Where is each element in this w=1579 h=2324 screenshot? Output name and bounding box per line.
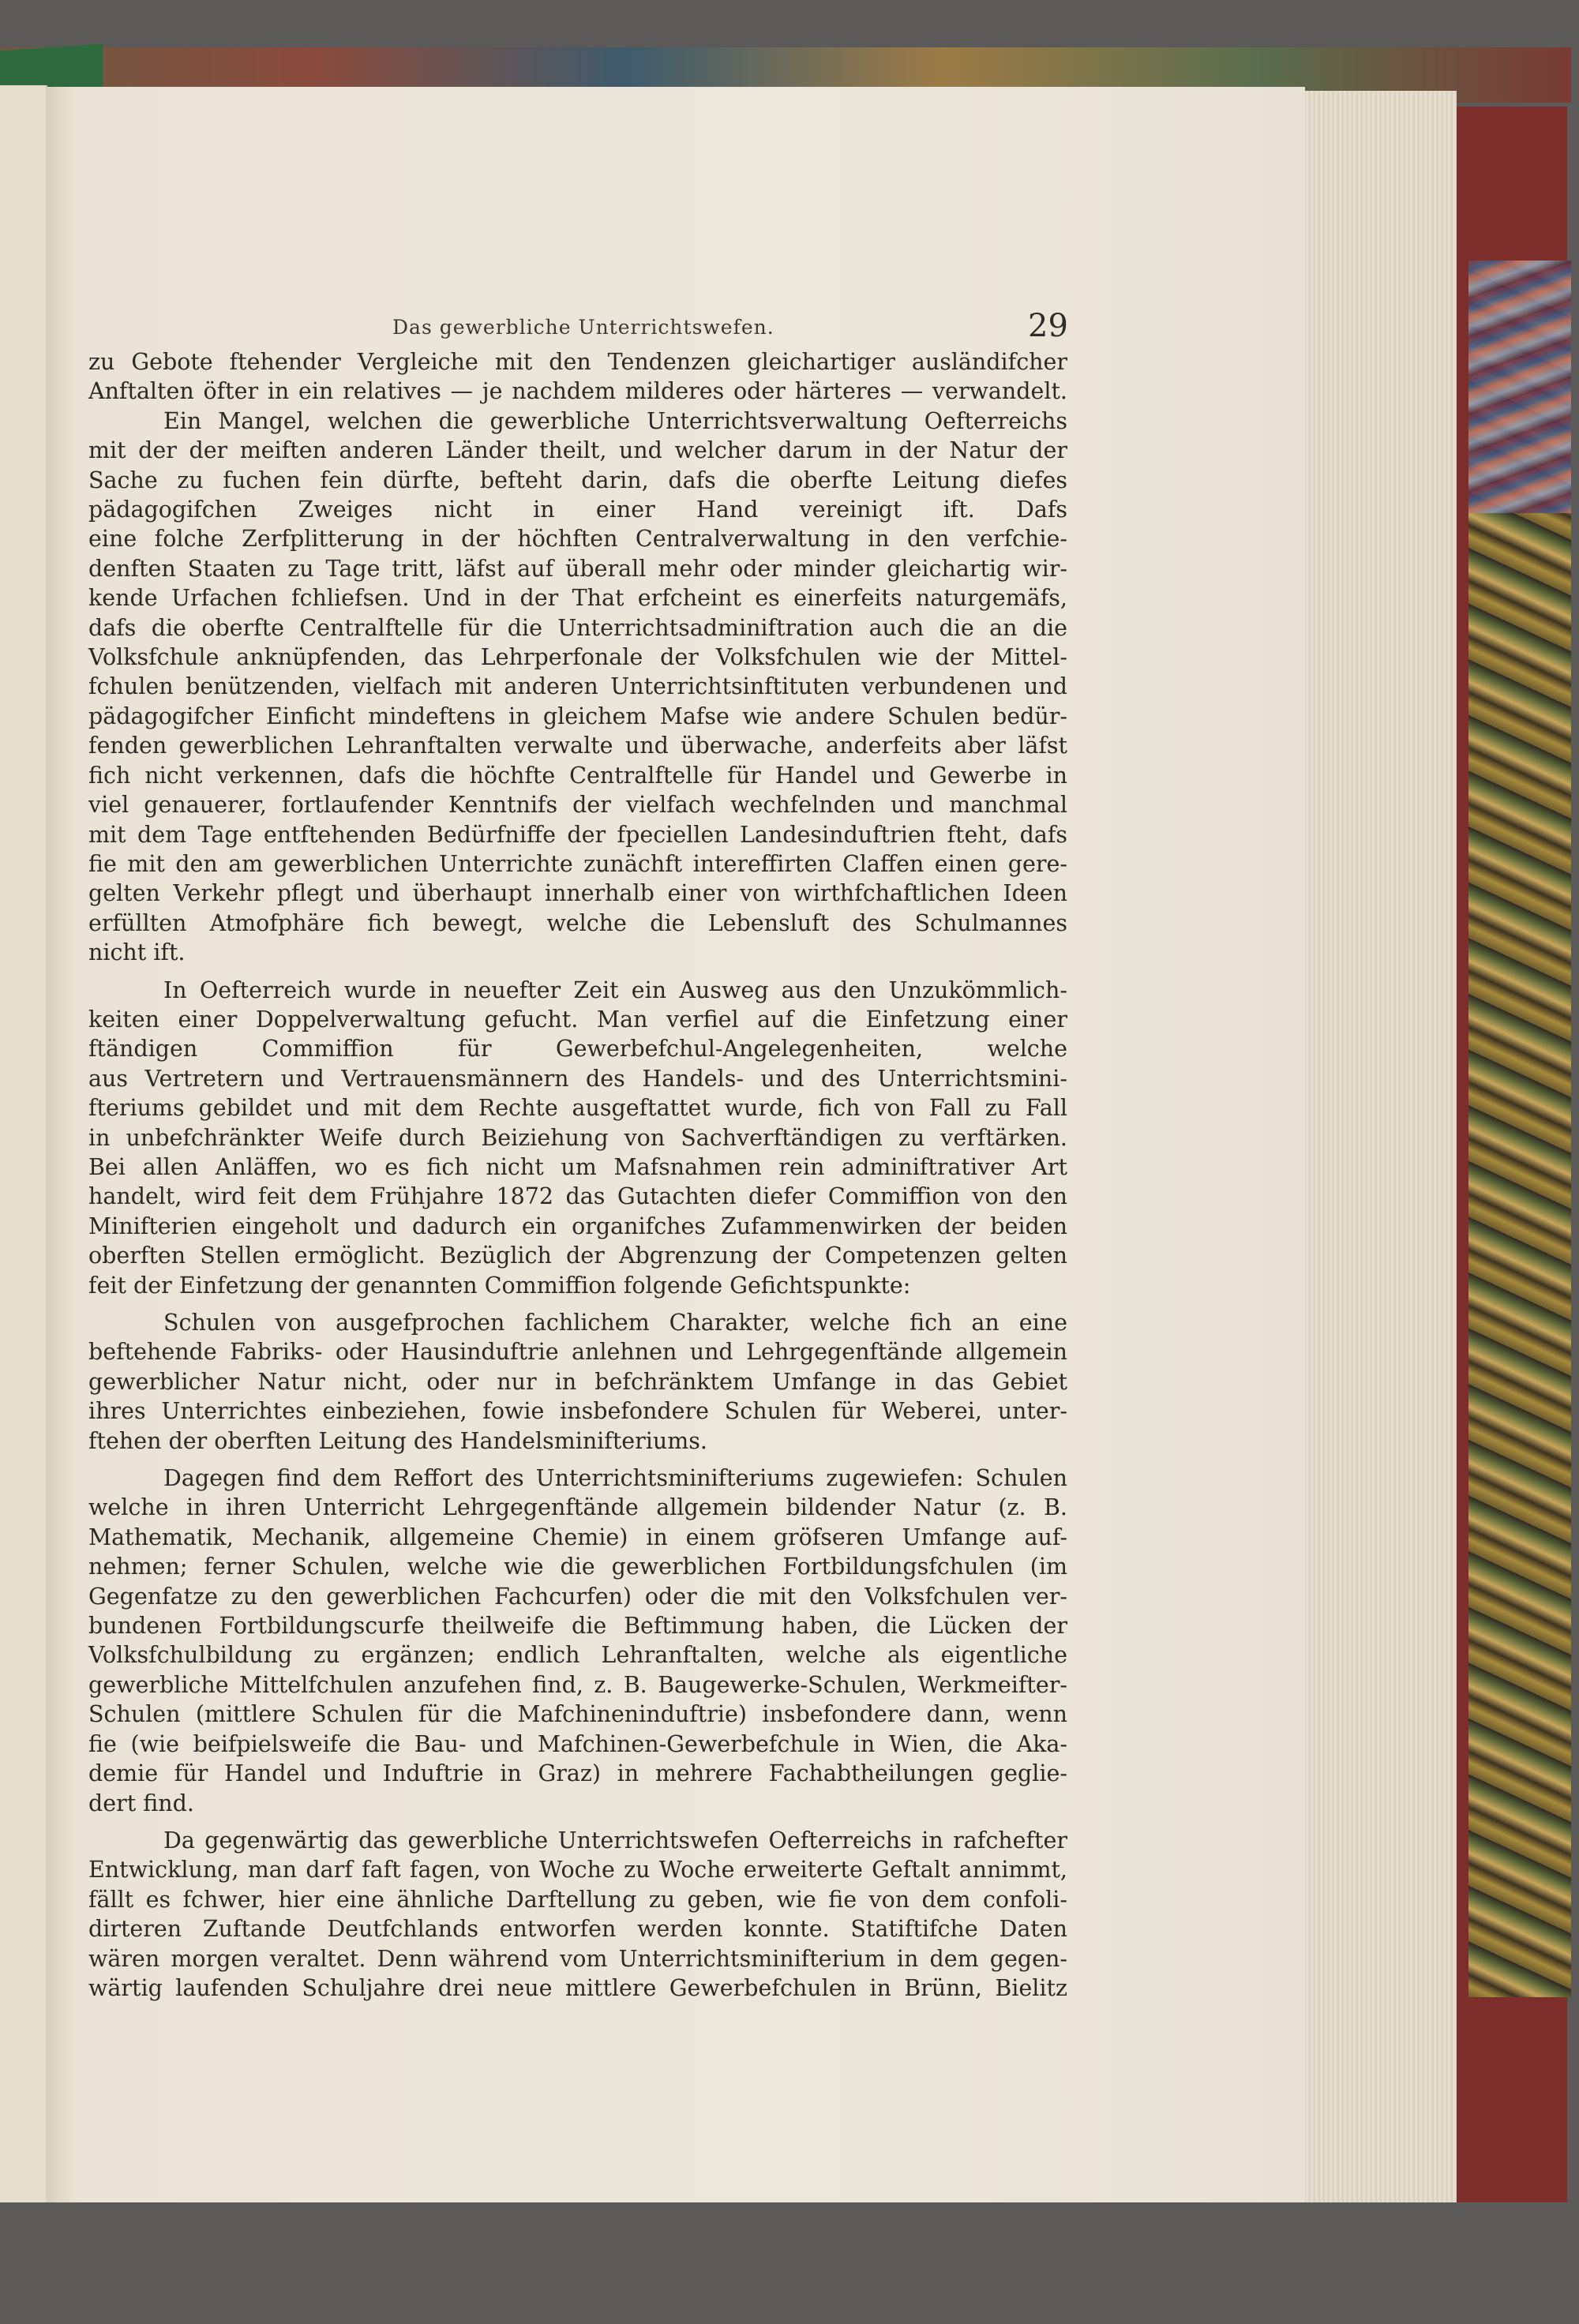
text-line: in unbefchränkter Weife durch Beiziehung von Sachverftändigen zu verftärken. xyxy=(88,1124,1067,1151)
text-line: gelten Verkehr pflegt und überhaupt innerhalb einer von wirthfchaftlichen Ideen xyxy=(88,880,1067,907)
text-line: Minifterien eingeholt und dadurch ein organifches Zufammenwirken der beiden xyxy=(88,1213,1067,1239)
text-line: Sache zu fuchen fein dürfte, befteht darin, dafs die oberfte Leitung diefes xyxy=(88,467,1067,493)
text-line: Da gegenwärtig das gewerbliche Unterrichtswefen Oefterreichs in rafchefter xyxy=(163,1827,1067,1854)
marbled-endpaper xyxy=(1468,261,1571,1997)
text-line: Gegenfatze zu den gewerblichen Fachcurfen) oder die mit den Volksfchulen ver- xyxy=(88,1583,1067,1610)
text-line: aus Vertretern und Vertrauensmännern des Handels- und des Unterrichtsmini- xyxy=(88,1065,1067,1092)
text-line: oberften Stellen ermöglicht. Bezüglich der Abgrenzung der Competenzen gelten xyxy=(88,1243,1067,1269)
text-line: fie (wie beifpielsweife die Bau- und Mafchinen-Gewerbefchule in Wien, die Aka- xyxy=(88,1730,1067,1757)
scan-background xyxy=(0,2202,1579,2324)
paragraph-gap xyxy=(88,1300,1067,1308)
text-line: In Oefterreich wurde in neuefter Zeit ein Ausweg aus den Unzukömmlich- xyxy=(163,976,1067,1003)
paragraph-gap xyxy=(88,1456,1067,1464)
text-line: mit der der meiften anderen Länder theilt, und welcher darum in der Natur der xyxy=(88,437,1067,464)
page-number: 29 xyxy=(1028,308,1068,344)
text-line: Volksfchulbildung zu ergänzen; endlich Lehranftalten, welche als eigentliche xyxy=(88,1642,1067,1669)
text-line: erfüllten Atmofphäre fich bewegt, welche die Lebensluft des Schulmannes xyxy=(88,909,1067,936)
text-line: demie für Handel und Induftrie in Graz) in mehrere Fachabtheilungen geglie- xyxy=(88,1760,1067,1787)
text-line: pädagogifchen Zweiges nicht in einer Hand vereinigt ift. Dafs xyxy=(88,497,1067,523)
text-line: ftehen der oberften Leitung des Handelsminifteriums. xyxy=(88,1427,707,1454)
page-stack-edge xyxy=(1303,91,1457,2206)
text-line: pädagogifcher Einficht mindeftens in gleichem Mafse wie andere Schulen bedür- xyxy=(88,703,1067,729)
text-line: keiten einer Doppelverwaltung gefucht. Man verfiel auf die Einfetzung einer xyxy=(88,1006,1067,1033)
text-line: Ein Mangel, welchen die gewerbliche Unterrichtsverwaltung Oefterreichs xyxy=(163,407,1067,434)
page-text xyxy=(88,292,1067,2003)
text-line: fchulen benützenden, vielfach mit anderen Unterrichtsinftituten verbundenen und xyxy=(88,673,1067,700)
text-line: Schulen (mittlere Schulen für die Mafchineninduftrie) insbefondere dann, wenn xyxy=(88,1701,1067,1728)
page-header xyxy=(88,292,1067,347)
paragraph-gap xyxy=(88,1818,1067,1826)
text-line: denften Staaten zu Tage tritt, läfst auf überall mehr oder minder gleichartig wir- xyxy=(88,555,1067,582)
text-line: beftehende Fabriks- oder Hausinduftrie anlehnen und Lehrgegenftände allgemein xyxy=(88,1339,1067,1366)
text-line: Dagegen find dem Reffort des Unterrichtsminifteriums zugewiefen: Schulen xyxy=(163,1465,1067,1492)
text-line: kende Urfachen fchliefsen. Und in der That erfcheint es einerfeits naturgemäfs, xyxy=(88,585,1067,612)
text-line: fteriums gebildet und mit dem Rechte ausgeftattet wurde, fich von Fall zu Fall xyxy=(88,1095,1067,1122)
text-line: welche in ihren Unterricht Lehrgegenftände allgemein bildender Natur (z. B. xyxy=(88,1494,1067,1521)
body-text xyxy=(88,347,1067,2003)
text-line: fie mit den am gewerblichen Unterrichte zunächft intereffirten Claffen einen gere- xyxy=(88,850,1067,877)
text-line: fich nicht verkennen, dafs die höchfte Centralftelle für Handel und Gewerbe in xyxy=(88,762,1067,789)
text-line: wärtig laufenden Schuljahre drei neue mittlere Gewerbefchulen in Brünn, Bielitz xyxy=(88,1974,1067,2001)
text-line: fenden gewerblichen Lehranftalten verwalte und überwache, anderfeits aber läfst xyxy=(88,733,1067,759)
text-line: dafs die oberfte Centralftelle für die Unterrichtsadminiftration auch die an die xyxy=(88,614,1067,641)
text-line: nehmen; ferner Schulen, welche wie die gewerblichen Fortbildungsfchulen (im xyxy=(88,1554,1067,1580)
text-line: viel genauerer, fortlaufender Kenntnifs der vielfach wechfelnden und manchmal xyxy=(88,792,1067,819)
text-line: Mathematik, Mechanik, allgemeine Chemie) in einem gröfseren Umfange auf- xyxy=(88,1524,1067,1550)
text-line: dirteren Zuftande Deutfchlands entworfen werden konnte. Statiftifche Daten xyxy=(88,1916,1067,1943)
text-line: Entwicklung, man darf faft fagen, von Woche zu Woche erweiterte Geftalt annimmt, xyxy=(88,1857,1067,1884)
running-head: Das gewerbliche Unterrichtswefen. xyxy=(392,316,774,339)
paragraph-gap xyxy=(88,968,1067,976)
text-line: zu Gebote ftehender Vergleiche mit den Tendenzen gleichartiger ausländifcher xyxy=(88,349,1067,375)
marbled-endpaper-top xyxy=(1468,261,1571,513)
text-line: mit dem Tage entftehenden Bedürfniffe der fpeciellen Landesinduftrien fteht, dafs xyxy=(88,821,1067,848)
text-line: bundenen Fortbildungscurfe theilweife die Beftimmung haben, die Lücken der xyxy=(88,1613,1067,1640)
text-line: nicht ift. xyxy=(88,939,186,966)
text-line: feit der Einfetzung der genannten Commiffion folgende Gefichtspunkte: xyxy=(88,1272,911,1299)
text-line: Anftalten öfter in ein relatives — je nachdem milderes oder härteres — verwandelt. xyxy=(88,378,1067,405)
text-line: eine folche Zerfplitterung in der höchften Centralverwaltung in den verfchie- xyxy=(88,526,1067,553)
text-line: fällt es fchwer, hier eine ähnliche Darftellung zu geben, wie fie von dem confoli- xyxy=(88,1886,1067,1913)
text-line: Bei allen Anläffen, wo es fich nicht um Mafsnahmen rein adminiftrativer Art xyxy=(88,1153,1067,1180)
text-line: handelt, wird feit dem Frühjahre 1872 das Gutachten diefer Commiffion von den xyxy=(88,1183,1067,1210)
left-page-sliver xyxy=(0,85,47,2217)
text-line: Volksfchule anknüpfenden, das Lehrperfonale der Volksfchulen wie der Mittel- xyxy=(88,644,1067,671)
text-line: gewerbliche Mittelfchulen anzufehen find, z. B. Baugewerke-Schulen, Werkmeifter- xyxy=(88,1671,1067,1698)
text-line: dert find. xyxy=(88,1790,194,1816)
text-line: wären morgen veraltet. Denn während vom Unterrichtsminifterium in dem gegen- xyxy=(88,1945,1067,1972)
text-line: ihres Unterrichtes einbeziehen, fowie insbefondere Schulen für Weberei, unter- xyxy=(88,1398,1067,1425)
text-line: Schulen von ausgefprochen fachlichem Charakter, welche fich an eine xyxy=(163,1310,1067,1336)
text-line: gewerblicher Natur nicht, oder nur in befchränktem Umfange in das Gebiet xyxy=(88,1368,1067,1395)
text-line: ftändigen Commiffion für Gewerbefchul-Angelegenheiten, welche xyxy=(88,1036,1067,1063)
